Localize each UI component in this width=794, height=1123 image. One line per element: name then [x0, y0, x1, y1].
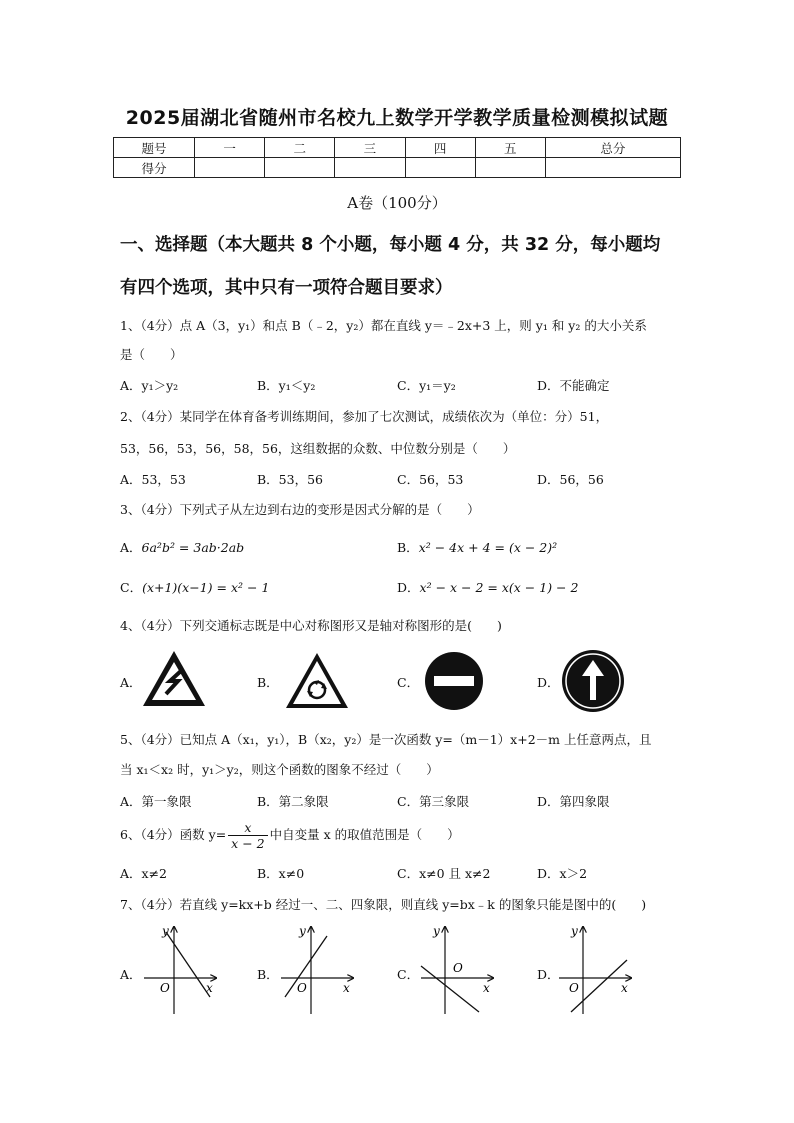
origin-label: O	[160, 981, 170, 995]
q5-option-b[interactable]: B．第二象限	[257, 794, 329, 809]
q2-option-a[interactable]: A．53，53	[120, 472, 186, 487]
q7-option-a-label[interactable]: A．	[120, 967, 142, 982]
table-row	[114, 138, 681, 158]
q1-option-d[interactable]: D．不能确定	[537, 378, 610, 393]
page-title: 2025届湖北省随州市名校九上数学开学教学质量检测模拟试题	[125, 107, 669, 129]
zigzag-warning-sign-icon[interactable]	[140, 648, 208, 710]
origin-label: O	[297, 981, 307, 995]
score-input-cell[interactable]	[335, 158, 405, 178]
option-label: B．	[397, 540, 419, 555]
graph-line	[166, 932, 210, 997]
q4-option-d-label[interactable]: D．	[537, 675, 560, 690]
q3-option-b[interactable]	[397, 538, 557, 556]
q2-stem-line2: 53，56，53，56，58，56，这组数据的众数、中位数分别是（ ）	[120, 441, 516, 456]
axis-x-label: x	[621, 981, 628, 995]
q3-option-c[interactable]	[120, 578, 269, 596]
option-label: C．	[120, 580, 143, 595]
part1-heading-line1: 一、选择题（本大题共 8 个小题，每小题 4 分，共 32 分，每小题均	[120, 235, 661, 255]
q3-stem: 3、（4分）下列式子从左边到右边的变形是因式分解的是（ ）	[120, 502, 480, 517]
q2-option-c[interactable]: C．56，53	[397, 472, 464, 487]
q5-stem-line1: 5、（4分）已知点 A（x₁，y₁），B（x₂，y₂）是一次函数 y=（m－1）x+2－m 上任意两点，且	[120, 732, 652, 747]
score-input-cell[interactable]	[475, 158, 545, 178]
option-expression: 6a²b² = 3ab·2ab	[141, 540, 245, 555]
q6-stem-prefix: 6、（4分）函数 y=	[120, 827, 227, 842]
q4-option-b-label[interactable]: B．	[257, 675, 279, 690]
q6-stem-suffix: 中自变量 x 的取值范围是（ ）	[269, 827, 460, 842]
q1-option-a[interactable]: A．y₁＞y₂	[120, 378, 179, 393]
straight-ahead-sign-icon[interactable]	[560, 648, 626, 714]
no-entry-sign-icon[interactable]	[423, 650, 485, 712]
q7-option-b-label[interactable]: B．	[257, 967, 279, 982]
origin-label: O	[453, 961, 463, 975]
axis-x-label: x	[343, 981, 350, 995]
axis-y-label: y	[433, 924, 440, 938]
q7-option-c-label[interactable]: C．	[397, 967, 420, 982]
table-cell: 四	[405, 138, 475, 158]
q2-option-d[interactable]: D．56，56	[537, 472, 604, 487]
q2-stem-line1: 2、（4分）某同学在体育备考训练期间，参加了七次测试，成绩依次为（单位：分）51，	[120, 409, 609, 424]
table-cell: 一	[195, 138, 265, 158]
q6-option-a[interactable]: A．x≠2	[120, 866, 168, 881]
q1-option-b[interactable]: B．y₁＜y₂	[257, 378, 316, 393]
graph-line	[421, 966, 479, 1012]
q4-option-a-label[interactable]: A．	[120, 675, 142, 690]
q5-stem-line2: 当 x₁＜x₂ 时，y₁＞y₂，则这个函数的图象不经过（ ）	[120, 762, 439, 777]
option-expression: x² − x − 2 = x(x − 1) − 2	[419, 580, 579, 595]
axis-y-label: y	[571, 924, 578, 938]
table-cell: 二	[265, 138, 335, 158]
table-cell: 总分	[545, 138, 680, 158]
q2-option-b[interactable]: B．53，56	[257, 472, 323, 487]
origin-label: O	[569, 981, 579, 995]
q4-option-c-label[interactable]: C．	[397, 675, 420, 690]
q4-stem: 4、（4分）下列交通标志既是中心对称图形又是轴对称图形的是( )	[120, 618, 502, 633]
q3-option-d[interactable]	[397, 578, 578, 596]
graph-line	[571, 960, 627, 1012]
q1-stem-line2: 是（ ）	[120, 347, 183, 362]
table-row	[114, 158, 681, 178]
score-table	[113, 137, 681, 178]
q6-option-c[interactable]: C．x≠0 且 x≠2	[397, 866, 491, 881]
option-label: A．	[120, 540, 142, 555]
table-cell: 得分	[114, 158, 195, 178]
axis-x-label: x	[206, 981, 213, 995]
q7-stem: 7、（4分）若直线 y=kx+b 经过一、二、四象限，则直线 y=bx﹣k 的图象只能是图中的( )	[120, 897, 647, 912]
section-a-heading: A卷（100分）	[347, 194, 447, 212]
q5-option-c[interactable]: C．第三象限	[397, 794, 470, 809]
q5-option-d[interactable]: D．第四象限	[537, 794, 610, 809]
q1-stem-line1: 1、（4分）点 A（3，y₁）和点 B（﹣2，y₂）都在直线 y＝﹣2x+3 上，则 y₁ 和 y₂ 的大小关系	[120, 318, 647, 333]
q1-option-c[interactable]: C．y₁＝y₂	[397, 378, 456, 393]
axis-y-label: y	[162, 924, 169, 938]
q6-fraction	[228, 820, 267, 851]
score-input-cell[interactable]	[545, 158, 680, 178]
score-input-cell[interactable]	[195, 158, 265, 178]
roundabout-warning-sign-icon[interactable]	[283, 650, 351, 712]
part1-heading-line2: 有四个选项，其中只有一项符合题目要求）	[120, 278, 453, 298]
q7-graph-b[interactable]	[277, 922, 357, 1017]
option-expression: x² − 4x + 4 = (x − 2)²	[418, 540, 558, 555]
q7-graph-a[interactable]	[140, 922, 220, 1017]
option-label: D．	[397, 580, 420, 595]
q5-option-a[interactable]: A．第一象限	[120, 794, 192, 809]
option-expression: (x+1)(x−1) = x² − 1	[142, 580, 270, 595]
fraction-denominator: x − 2	[231, 836, 265, 851]
fraction-numerator: x	[228, 820, 267, 836]
q7-graph-d[interactable]	[555, 922, 635, 1017]
table-cell: 三	[335, 138, 405, 158]
q7-option-d-label[interactable]: D．	[537, 967, 560, 982]
q6-option-b[interactable]: B．x≠0	[257, 866, 305, 881]
q6-option-d[interactable]: D．x＞2	[537, 866, 588, 881]
score-input-cell[interactable]	[265, 158, 335, 178]
q6-stem	[120, 820, 460, 851]
table-cell: 五	[475, 138, 545, 158]
q7-graph-c[interactable]	[417, 922, 497, 1017]
q3-option-a[interactable]	[120, 538, 244, 556]
axis-y-label: y	[299, 924, 306, 938]
table-cell: 题号	[114, 138, 195, 158]
axis-x-label: x	[483, 981, 490, 995]
score-input-cell[interactable]	[405, 158, 475, 178]
